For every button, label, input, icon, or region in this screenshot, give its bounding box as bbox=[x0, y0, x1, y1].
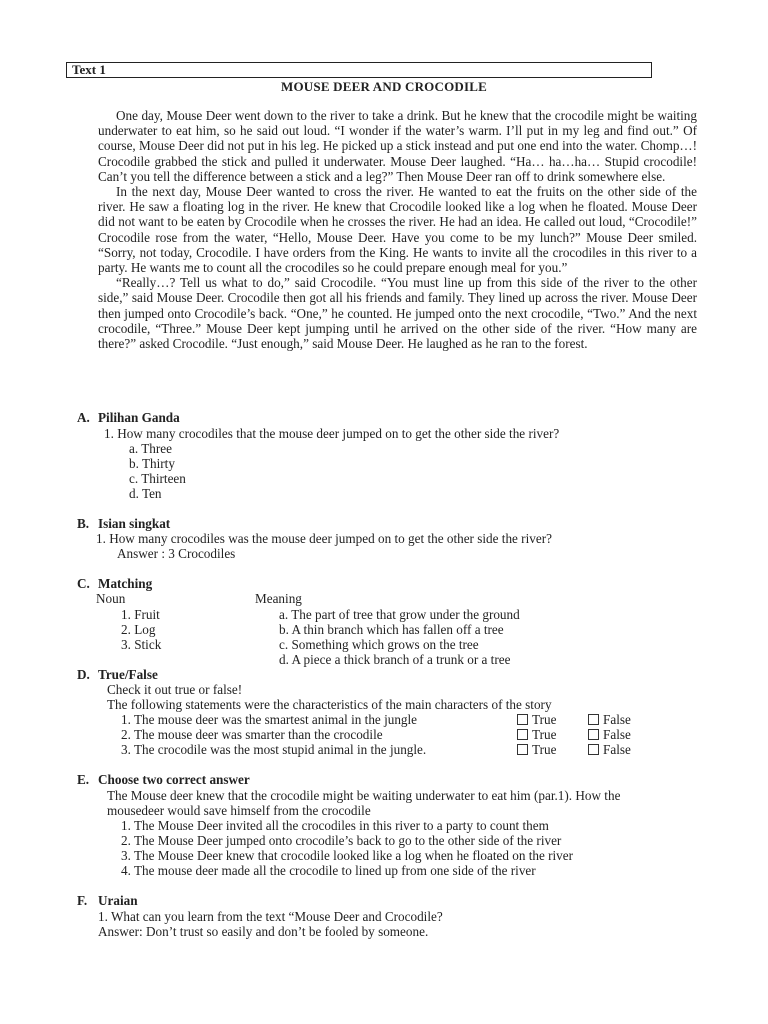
question-b1: 1. How many crocodiles was the mouse deer jumped on to get the other side the river? bbox=[96, 531, 552, 546]
prompt-e2: mousedeer would save himself from the crocodile bbox=[107, 803, 371, 818]
true-option[interactable]: True bbox=[517, 727, 556, 742]
section-e-label: E. bbox=[77, 772, 90, 787]
answer-b1: Answer : 3 Crocodiles bbox=[117, 546, 236, 561]
option-d: d. Ten bbox=[129, 486, 162, 501]
answer-f1: Answer: Don’t trust so easily and don’t be fooled by someone. bbox=[98, 924, 429, 939]
meaning-item: b. A thin branch which has fallen off a tree bbox=[279, 622, 504, 637]
checkbox-icon[interactable] bbox=[517, 729, 528, 740]
section-c-title: Matching bbox=[98, 576, 153, 591]
section-f-label: F. bbox=[77, 893, 88, 908]
question-f1: 1. What can you learn from the text “Mouse Deer and Crocodile? bbox=[98, 909, 443, 924]
checkbox-icon[interactable] bbox=[517, 744, 528, 755]
question-a1: 1. How many crocodiles that the mouse deer jumped on to get the other side the river? bbox=[104, 426, 560, 441]
section-b-title: Isian singkat bbox=[98, 516, 171, 531]
story-title: MOUSE DEER AND CROCODILE bbox=[281, 79, 487, 94]
text-label: Text 1 bbox=[72, 62, 106, 77]
text-label-box bbox=[66, 62, 652, 78]
story-body bbox=[98, 108, 697, 351]
noun-item: 3. Stick bbox=[121, 637, 162, 652]
checkbox-icon[interactable] bbox=[588, 714, 599, 725]
section-f-title: Uraian bbox=[98, 893, 138, 908]
statement-d3: 3. The crocodile was the most stupid animal in the jungle. bbox=[121, 742, 427, 757]
false-option[interactable]: False bbox=[588, 712, 631, 727]
section-b-label: B. bbox=[77, 516, 90, 531]
meaning-item: d. A piece a thick branch of a trunk or a tree bbox=[279, 652, 511, 667]
checkbox-icon[interactable] bbox=[588, 744, 599, 755]
story-paragraph: One day, Mouse Deer went down to the river to take a drink. But he knew that the crocodile might be waiting underwater to eat him, so he said out loud. “I wonder if the water’s warm. I’ll put in my leg and find out.” Of course, Mouse Deer did not put in his leg. He picked up a stick instead and put one end into the water. Chomp…! Crocodile grabbed the stick and pulled it underwater. Mouse Deer laughed. “Ha… ha…ha… Stupid crocodile! Can’t you tell the difference between a stick and a leg?” Then Mouse Deer ran off to drink somewhere else. bbox=[98, 108, 697, 184]
section-c-label: C. bbox=[77, 576, 90, 591]
false-option[interactable]: False bbox=[588, 727, 631, 742]
false-option[interactable]: False bbox=[588, 742, 631, 757]
option-c: c. Thirteen bbox=[129, 471, 186, 486]
option-b: b. Thirty bbox=[129, 456, 175, 471]
section-a-title: Pilihan Ganda bbox=[98, 410, 180, 425]
meaning-item: a. The part of tree that grow under the ground bbox=[279, 607, 520, 622]
choice-e1: 1. The Mouse Deer invited all the crocodiles in this river to a party to count them bbox=[121, 818, 549, 833]
option-a: a. Three bbox=[129, 441, 172, 456]
true-option[interactable]: True bbox=[517, 742, 556, 757]
section-a-label: A. bbox=[77, 410, 90, 425]
meaning-item: c. Something which grows on the tree bbox=[279, 637, 479, 652]
true-option[interactable]: True bbox=[517, 712, 556, 727]
meaning-header: Meaning bbox=[255, 591, 302, 606]
section-d-label: D. bbox=[77, 667, 90, 682]
noun-item: 1. Fruit bbox=[121, 607, 160, 622]
section-d-title: True/False bbox=[98, 667, 158, 682]
story-paragraph: “Really…? Tell us what to do,” said Crocodile. “You must line up from this side of the river to the other side,” said Mouse Deer. Crocodile then got all his friends and family. They lined up across the river. Mouse Deer then jumped onto Crocodile’s back. “One,” he counted. He jumped onto the next crocodile, “Two.” And the next crocodile, “Three.” Mouse Deer kept jumping until he arrived on the other side of the river. “How many are there?” asked Crocodile. “Just enough,” said Mouse Deer. He laughed as he ran to the forest. bbox=[98, 275, 697, 352]
instruction-d1: Check it out true or false! bbox=[107, 682, 243, 697]
checkbox-icon[interactable] bbox=[517, 714, 528, 725]
story-paragraph: In the next day, Mouse Deer wanted to cross the river. He wanted to eat the fruits on the other side of the river. He saw a floating log in the river. He knew that Crocodile looked like a log when he floated. Mouse Deer did not want to be eaten by Crocodile when he crosses the river. He had an idea. He called out loud, “Crocodile!” Crocodile rose from the water, “Hello, Mouse Deer. Have you come to be my lunch?” Mouse Deer smiled. “Sorry, not today, Crocodile. I have orders from the King. He wants to invite all the crocodiles in this river to a party. He wants me to count all the crocodiles so he could prepare enough meal for you.” bbox=[98, 184, 697, 276]
checkbox-icon[interactable] bbox=[588, 729, 599, 740]
statement-d1: 1. The mouse deer was the smartest animal in the jungle bbox=[121, 712, 418, 727]
choice-e4: 4. The mouse deer made all the crocodile to lined up from one side of the river bbox=[121, 863, 536, 878]
choice-e2: 2. The Mouse Deer jumped onto crocodile’s back to go to the other side of the river bbox=[121, 833, 562, 848]
noun-item: 2. Log bbox=[121, 622, 156, 637]
prompt-e1: The Mouse deer knew that the crocodile might be waiting underwater to eat him (par.1). How the bbox=[107, 788, 621, 803]
statement-d2: 2. The mouse deer was smarter than the crocodile bbox=[121, 727, 383, 742]
noun-header: Noun bbox=[96, 591, 126, 606]
choice-e3: 3. The Mouse Deer knew that crocodile looked like a log when he floated on the river bbox=[121, 848, 574, 863]
section-e-title: Choose two correct answer bbox=[98, 772, 250, 787]
instruction-d2: The following statements were the characteristics of the main characters of the story bbox=[107, 697, 552, 712]
